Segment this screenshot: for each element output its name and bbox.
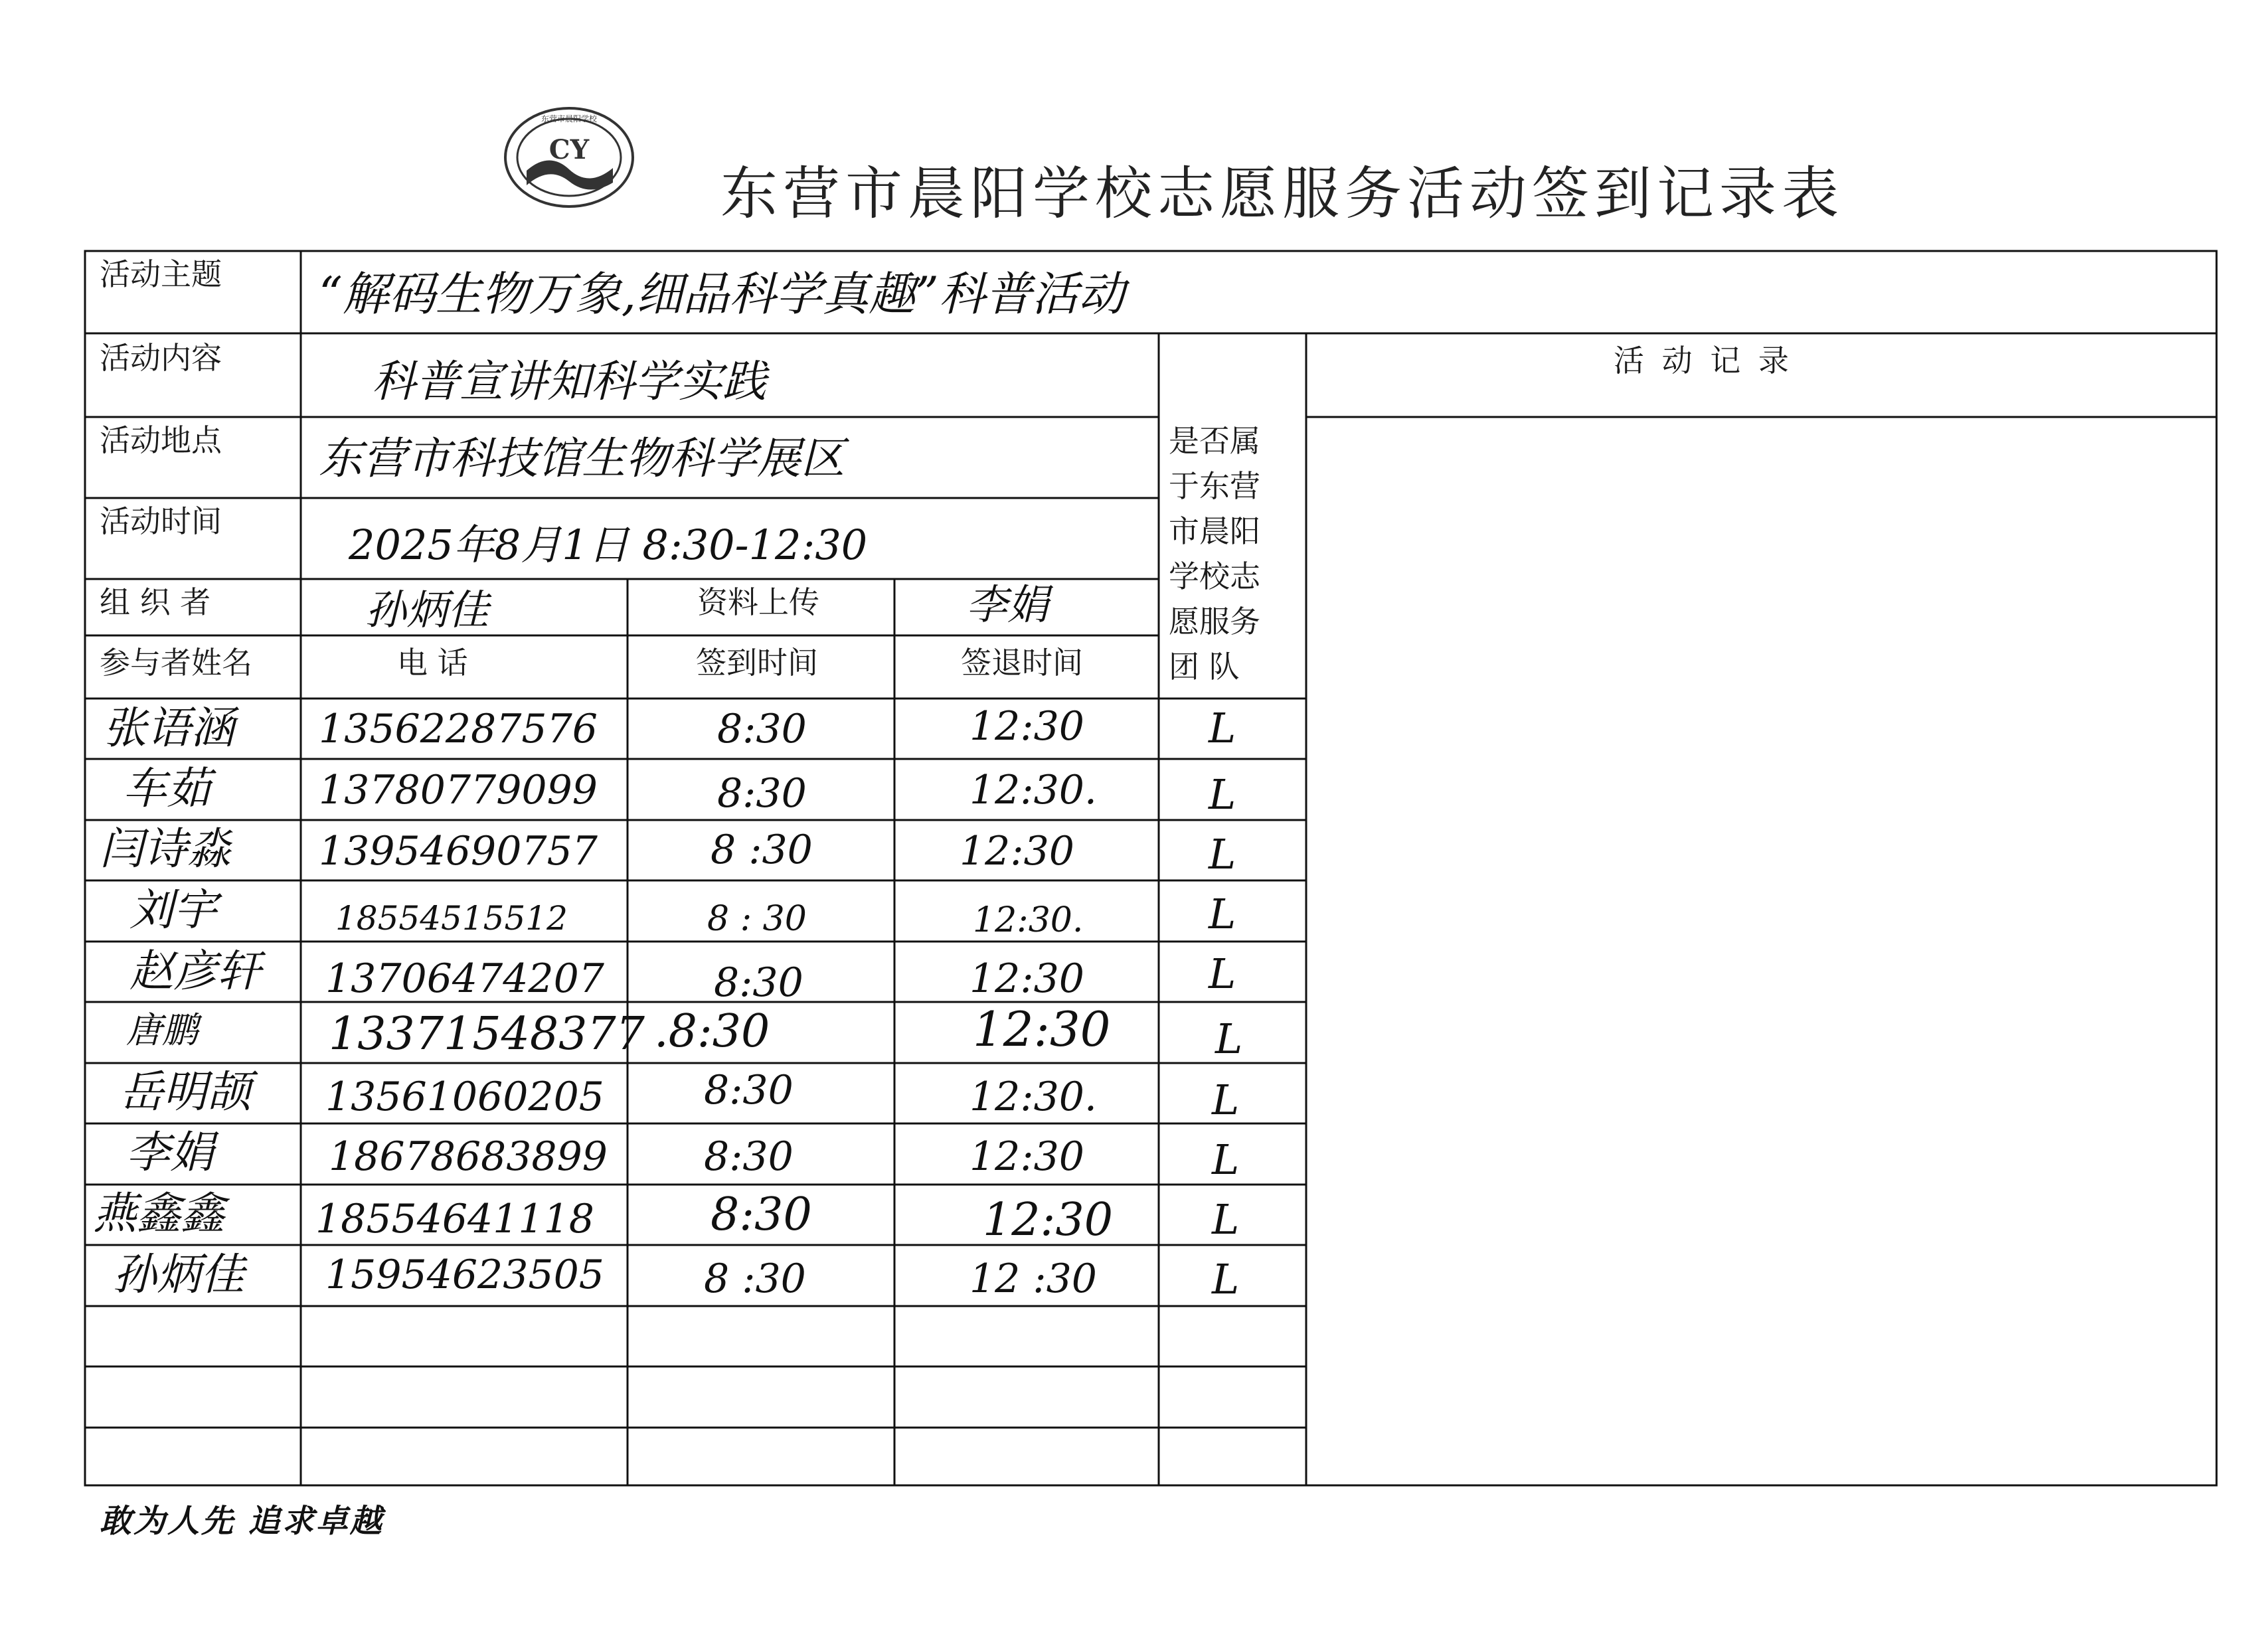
participant-checkout: 12:30 <box>969 703 1084 750</box>
value-uploader: 李娟 <box>966 580 1049 629</box>
participant-checkin: 8 :30 <box>704 1256 806 1302</box>
value-organizer: 孙炳佳 <box>365 586 489 634</box>
participant-team-mark: L <box>1209 830 1236 878</box>
participant-checkin: 8:30 <box>714 959 803 1006</box>
participant-checkin: 8 :30 <box>711 827 813 873</box>
participant-checkout: 12:30 <box>983 1194 1113 1246</box>
logo-mark: CY <box>548 134 590 165</box>
participant-phone: 13561060205 <box>325 1074 604 1120</box>
participant-checkin: 8:30 <box>704 1067 794 1114</box>
label-organizer: 组 织 者 <box>100 584 211 620</box>
participant-team-mark: L <box>1212 1255 1240 1303</box>
label-activity-theme: 活动主题 <box>100 256 222 292</box>
participant-checkout: 12:30. <box>973 900 1084 940</box>
label-checkin-time: 签到时间 <box>696 645 818 681</box>
document-title: 东营市晨阳学校志愿服务活动签到记录表 <box>720 161 1844 227</box>
label-team-membership: 是否属于东营市晨阳学校志愿服务团 队 <box>1169 423 1260 685</box>
participant-phone: 18678683899 <box>329 1133 608 1180</box>
participant-checkout: 12 :30 <box>969 1256 1097 1302</box>
value-activity-time: 2025年8月1日 8:30-12:30 <box>349 521 868 569</box>
participant-phone: 13371548377 <box>329 1008 645 1060</box>
label-upload: 资料上传 <box>697 584 819 620</box>
participant-phone: 13780779099 <box>319 767 598 813</box>
label-activity-record: 活 动 记 录 <box>1614 343 1793 378</box>
participant-team-mark: L <box>1212 1195 1240 1244</box>
participant-team-mark: L <box>1209 704 1236 752</box>
participant-phone: 18554641118 <box>315 1196 594 1242</box>
participant-checkout: 12:30. <box>969 767 1097 813</box>
participant-name: 刘宇 <box>129 884 217 936</box>
value-activity-location: 东营市科技馆生物科学展区 <box>319 433 845 484</box>
participant-phone: 13562287576 <box>319 706 598 752</box>
participant-name: 车茹 <box>123 763 210 814</box>
participant-phone: 13954690757 <box>319 828 598 874</box>
participant-name: 张语涵 <box>103 702 234 754</box>
participant-checkout: 12:30 <box>969 955 1084 1002</box>
participant-team-mark: L <box>1209 950 1236 998</box>
participant-team-mark: L <box>1209 890 1236 938</box>
participant-name: 赵彦轩 <box>129 946 261 997</box>
participant-team-mark: L <box>1212 1076 1240 1124</box>
participant-checkin: 8 : 30 <box>707 899 807 939</box>
participant-checkout: 12:30 <box>969 1133 1084 1180</box>
value-activity-content: 科普宣讲知科学实践 <box>372 356 766 407</box>
participant-checkout: 12:30. <box>969 1074 1097 1120</box>
label-checkout-time: 签退时间 <box>961 645 1083 681</box>
participant-team-mark: L <box>1209 770 1236 819</box>
participant-checkin: 8:30 <box>717 770 807 817</box>
label-activity-content: 活动内容 <box>100 340 222 376</box>
participant-name: 岳明颉 <box>120 1066 251 1117</box>
participant-checkin: 8:30 <box>711 1189 812 1241</box>
label-activity-time: 活动时间 <box>100 503 222 539</box>
label-activity-location: 活动地点 <box>100 422 222 458</box>
participant-checkout: 12:30 <box>960 828 1074 874</box>
school-slogan: 敢为人先 追求卓越 <box>100 1503 384 1540</box>
participant-team-mark: L <box>1215 1015 1243 1063</box>
participant-name: 燕鑫鑫 <box>93 1188 224 1239</box>
participant-checkin: .8:30 <box>654 1005 770 1058</box>
participant-name: 闫诗淼 <box>100 823 231 874</box>
participant-name: 李娟 <box>126 1127 214 1178</box>
logo-ring-text: 东营市晨阳学校 <box>541 114 598 124</box>
participant-name: 唐鹏 <box>126 1009 198 1051</box>
participant-phone: 13706474207 <box>325 955 604 1002</box>
label-phone: 电 话 <box>397 645 468 681</box>
participant-name: 孙炳佳 <box>113 1249 244 1300</box>
participant-team-mark: L <box>1212 1135 1240 1184</box>
participant-checkin: 8:30 <box>717 706 807 752</box>
value-activity-theme: “解码生物万象,细品科学真趣”科普活动 <box>319 267 1125 321</box>
participant-checkin: 8:30 <box>704 1133 794 1180</box>
participant-phone: 18554515512 <box>335 899 568 938</box>
participant-checkout: 12:30 <box>973 1001 1111 1057</box>
participant-phone: 15954623505 <box>325 1252 604 1298</box>
label-participant-name: 参与者姓名 <box>100 645 252 681</box>
